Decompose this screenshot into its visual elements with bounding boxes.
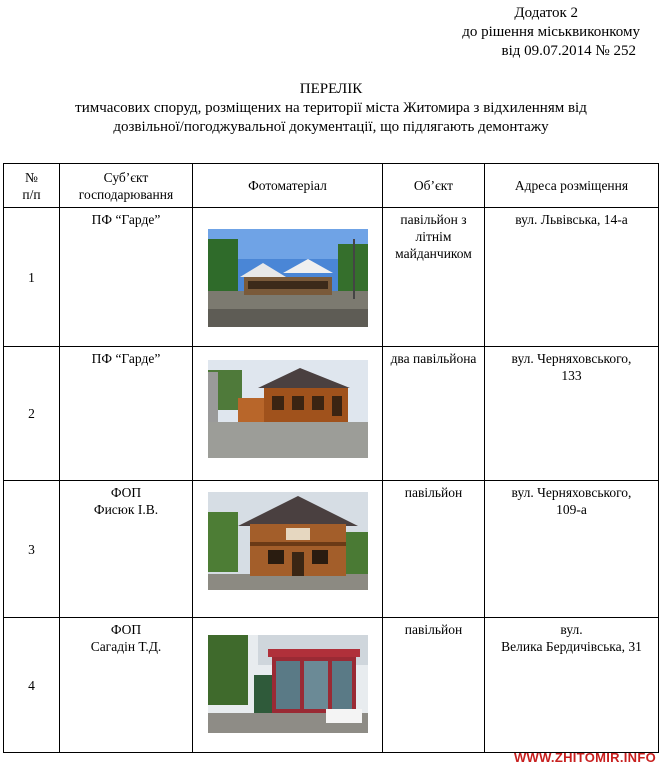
document-title: ПЕРЕЛІК xyxy=(299,81,363,97)
photo-pavilion-with-terrace-icon xyxy=(208,229,368,327)
row-subject: ФОП Сагадін Т.Д. xyxy=(60,618,193,753)
row-object: два павільйона xyxy=(383,347,485,481)
structures-table xyxy=(3,163,659,753)
row-photo-cell xyxy=(193,208,383,347)
row-address: вул. Велика Бердичівська, 31 xyxy=(485,618,659,753)
row-number: 2 xyxy=(4,347,60,481)
document-subtitle-line1: тимчасових споруд, розміщених на території міста Житомира з відхиленням від xyxy=(75,100,587,116)
photo-two-storey-log-house-icon xyxy=(208,492,368,590)
row-number: 1 xyxy=(4,208,60,347)
row-subject: ПФ “Гарде” xyxy=(60,347,193,481)
row-subject: ФОП Фисюк І.В. xyxy=(60,481,193,618)
table-row xyxy=(4,618,659,753)
table-row xyxy=(4,208,659,347)
row-object: павільйон xyxy=(383,481,485,618)
row-number: 4 xyxy=(4,618,60,753)
document-heading xyxy=(0,80,662,137)
table-row xyxy=(4,481,659,618)
row-address: вул. Черняховського, 133 xyxy=(485,347,659,481)
header-address: Адреса розміщення xyxy=(485,164,659,208)
header-subject: Суб’єкт господарювання xyxy=(60,164,193,208)
row-photo-cell xyxy=(193,481,383,618)
site-watermark: WWW.ZHITOMIR.INFO xyxy=(513,750,656,765)
row-number: 3 xyxy=(4,481,60,618)
row-address: вул. Львівська, 14-а xyxy=(485,208,659,347)
row-address: вул. Черняховського, 109-а xyxy=(485,481,659,618)
header-object: Об’єкт xyxy=(383,164,485,208)
row-photo-cell xyxy=(193,618,383,753)
row-object: павільйон xyxy=(383,618,485,753)
row-subject: ПФ “Гарде” xyxy=(60,208,193,347)
table-row xyxy=(4,347,659,481)
header-num: № п/п xyxy=(4,164,60,208)
photo-wooden-pavilion-icon xyxy=(208,360,368,458)
table-header-row xyxy=(4,164,659,208)
row-object: павільйон з літнім майданчиком xyxy=(383,208,485,347)
photo-glass-kiosk-icon xyxy=(208,635,368,733)
annex-block xyxy=(462,4,640,61)
row-photo-cell xyxy=(193,347,383,481)
header-photo: Фотоматеріал xyxy=(193,164,383,208)
annex-date: від 09.07.2014 № 252 xyxy=(501,43,636,59)
document-subtitle-line2: дозвільної/погоджувальної документації, що підлягають демонтажу xyxy=(113,119,549,135)
annex-decision: до рішення міськвиконкому xyxy=(462,24,640,40)
annex-title: Додаток 2 xyxy=(514,5,578,21)
